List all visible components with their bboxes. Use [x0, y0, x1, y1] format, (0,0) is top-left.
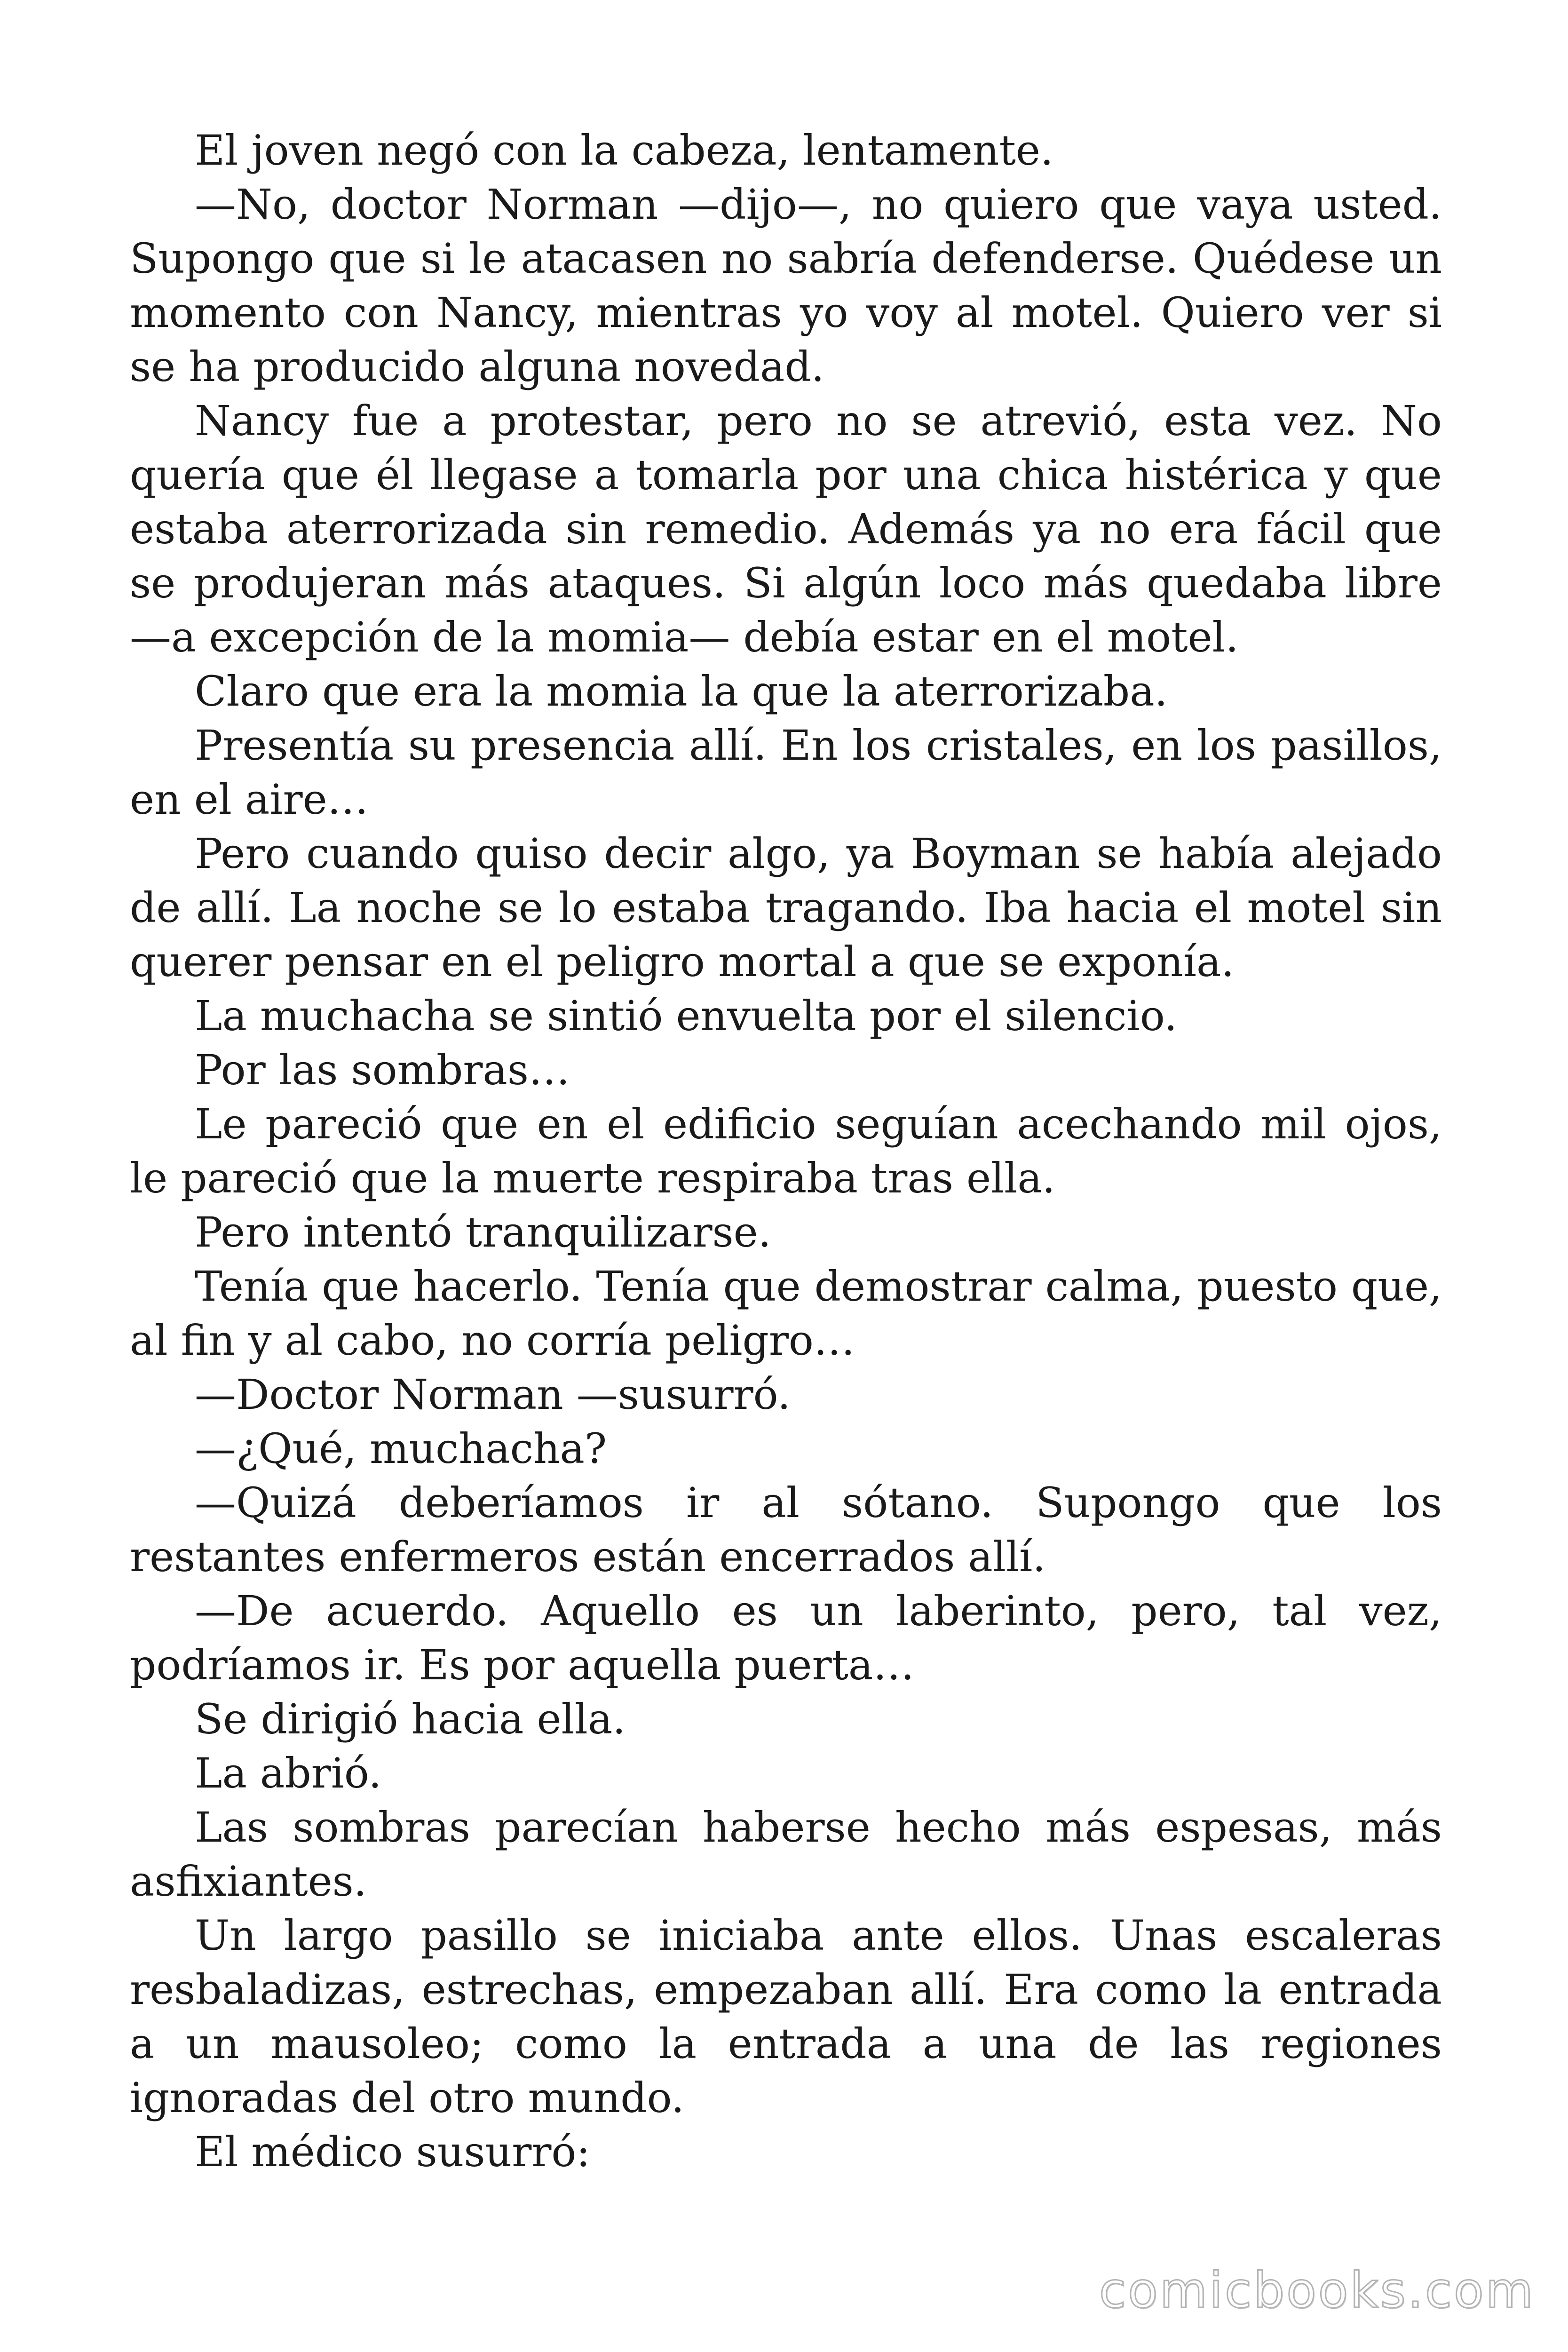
watermark: comicbooks.com: [1099, 2262, 1535, 2319]
paragraph: Le pareció que en el edificio seguían acechando mil ojos, le pareció que la muerte respiraba tras ella.: [130, 1100, 1442, 1202]
paragraph: Las sombras parecían haberse hecho más espesas, más asfixiantes.: [130, 1803, 1442, 1906]
paragraph: Claro que era la momia la que la aterrorizaba.: [195, 667, 1168, 715]
paragraph: Tenía que hacerlo. Tenía que demostrar calma, puesto que, al fin y al cabo, no corría peligro…: [130, 1262, 1442, 1365]
paragraph: Pero cuando quiso decir algo, ya Boyman se había alejado de allí. La noche se lo estaba tragando. Iba hacia el motel sin querer pensar en el peligro mortal a que se exponía.: [130, 829, 1442, 986]
paragraph: —Doctor Norman —susurró.: [195, 1370, 791, 1419]
paragraph: Presentía su presencia allí. En los cristales, en los pasillos, en el aire…: [130, 721, 1442, 824]
paragraph: —De acuerdo. Aquello es un laberinto, pero, tal vez, podríamos ir. Es por aquella puerta…: [130, 1587, 1442, 1689]
paragraph: Un largo pasillo se iniciaba ante ellos. Unas escaleras resbaladizas, estrechas, empezaban allí. Era como la entrada a un mausoleo; como la entrada a una de las regiones ignoradas del otro mundo.: [130, 1911, 1442, 2122]
paragraph: Pero intentó tranquilizarse.: [195, 1208, 771, 1256]
paragraph: La abrió.: [195, 1749, 382, 1797]
paragraph: Por las sombras…: [195, 1046, 570, 1094]
page-text: [130, 123, 1442, 2179]
paragraph: El joven negó con la cabeza, lentamente.: [195, 126, 1053, 175]
paragraph: La muchacha se sintió envuelta por el silencio.: [195, 992, 1178, 1040]
paragraph: Nancy fue a protestar, pero no se atrevió, esta vez. No quería que él llegase a tomarla por una chica histérica y que estaba aterrorizada sin remedio. Además ya no era fácil que se produjeran más ataques. Si algún loco más quedaba libre —a excepción de la momia— debía estar en el motel.: [130, 397, 1442, 661]
paragraph: Se dirigió hacia ella.: [195, 1695, 626, 1743]
paragraph: —Quizá deberíamos ir al sótano. Supongo que los restantes enfermeros están encerrados allí.: [130, 1478, 1442, 1581]
paragraph: —¿Qué, muchacha?: [195, 1424, 607, 1473]
paragraph: El médico susurró:: [195, 2128, 591, 2176]
paragraph: —No, doctor Norman —dijo—, no quiero que vaya usted. Supongo que si le atacasen no sabría defenderse. Quédese un momento con Nancy, mientras yo voy al motel. Quiero ver si se ha producido alguna novedad.: [130, 180, 1442, 391]
